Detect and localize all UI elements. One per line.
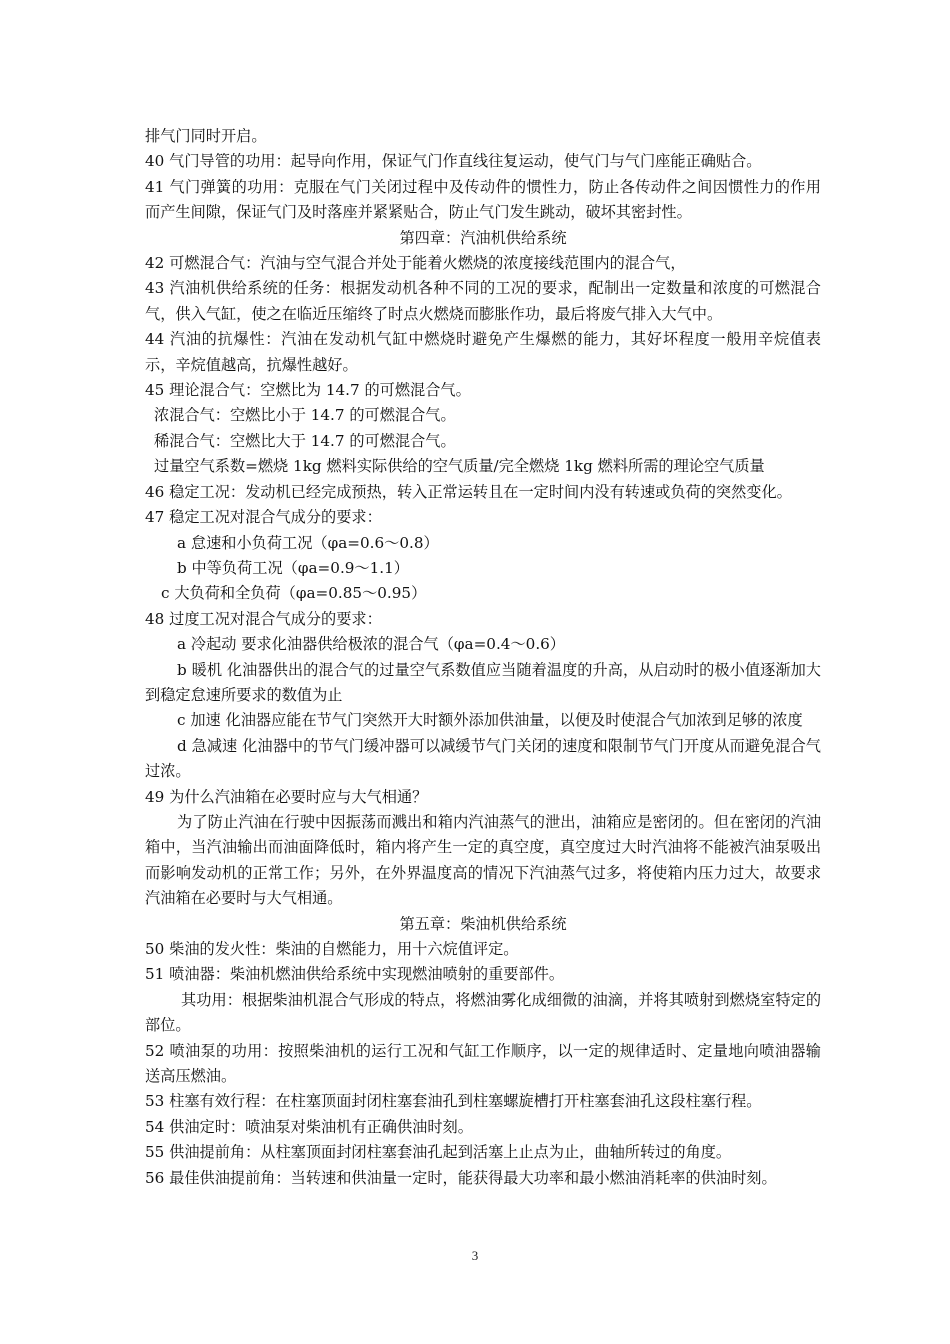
paragraph: d 急减速 化油器中的节气门缓冲器可以减缓节气门关闭的速度和限制节气门开度从而避免混合气过浓。 bbox=[145, 736, 821, 781]
paragraph: 42 可燃混合气：汽油与空气混合并处于能着火燃烧的浓度接线范围内的混合气， bbox=[145, 254, 686, 273]
paragraph: a 怠速和小负荷工况（φa=0.6～0.8） bbox=[177, 533, 439, 552]
paragraph: 40 气门导管的功用：起导向作用，保证气门作直线往复运动，使气门与气门座能正确贴合。 bbox=[145, 152, 762, 171]
paragraph: 46 稳定工况：发动机已经完成预热，转入正常运转且在一定时间内没有转速或负荷的突然变化。 bbox=[145, 482, 792, 501]
paragraph: 稀混合气：空燃比大于 14.7 的可燃混合气。 bbox=[154, 431, 456, 450]
paragraph: 41 气门弹簧的功用：克服在气门关闭过程中及传动件的惯性力，防止各传动件之间因惯性力的作用而产生间隙，保证气门及时落座并紧紧贴合，防止气门发生跳动，破坏其密封性。 bbox=[145, 177, 821, 222]
paragraph: c 大负荷和全负荷（φa=0.85～0.95） bbox=[161, 584, 427, 603]
paragraph: 其功用：根据柴油机混合气形成的特点，将燃油雾化成细微的油滴，并将其喷射到燃烧室特定的部位。 bbox=[145, 990, 821, 1035]
chapter-heading: 第五章：柴油机供给系统 bbox=[399, 914, 567, 933]
chapter-heading: 第四章：汽油机供给系统 bbox=[399, 228, 567, 247]
paragraph: 47 稳定工况对混合气成分的要求： bbox=[145, 508, 382, 527]
paragraph: 49 为什么汽油箱在必要时应与大气相通？ bbox=[145, 787, 428, 806]
paragraph: 浓混合气：空燃比小于 14.7 的可燃混合气。 bbox=[154, 406, 456, 425]
page-number: 3 bbox=[471, 1248, 479, 1263]
paragraph: a 冷起动 要求化油器供给极浓的混合气（φa=0.4～0.6） bbox=[177, 635, 565, 654]
paragraph: b 暖机 化油器供出的混合气的过量空气系数值应当随着温度的升高，从启动时的极小值逐渐加大到稳定怠速所要求的数值为止 bbox=[145, 660, 821, 704]
paragraph: 56 最佳供油提前角：当转速和供油量一定时，能获得最大功率和最小燃油消耗率的供油时刻。 bbox=[145, 1168, 777, 1187]
paragraph: 55 供油提前角：从柱塞顶面封闭柱塞套油孔起到活塞上止点为止，曲轴所转过的角度。 bbox=[145, 1143, 732, 1162]
paragraph: b 中等负荷工况（φa=0.9～1.1） bbox=[177, 558, 409, 577]
paragraph: 排气门同时开启。 bbox=[145, 127, 267, 145]
paragraph: 48 过度工况对混合气成分的要求： bbox=[145, 609, 382, 628]
paragraph: 45 理论混合气：空燃比为 14.7 的可燃混合气。 bbox=[145, 381, 471, 400]
paragraph: 53 柱塞有效行程：在柱塞顶面封闭柱塞套油孔到柱塞螺旋槽打开柱塞套油孔这段柱塞行程。 bbox=[145, 1092, 762, 1111]
paragraph: 43 汽油机供给系统的任务：根据发动机各种不同的工况的要求，配制出一定数量和浓度的可燃混合气，供入气缸，使之在临近压缩终了时点火燃烧而膨胀作功，最后将废气排入大气中。 bbox=[145, 279, 821, 323]
paragraph: 54 供油定时：喷油泵对柴油机有正确供油时刻。 bbox=[145, 1117, 473, 1136]
paragraph: 52 喷油泵的功用：按照柴油机的运行工况和气缸工作顺序，以一定的规律适时、定量地向喷油器输送高压燃油。 bbox=[145, 1041, 821, 1086]
paragraph: 44 汽油的抗爆性：汽油在发动机气缸中燃烧时避免产生爆燃的能力，其好坏程度一般用辛烷值表示，辛烷值越高，抗爆性越好。 bbox=[145, 330, 821, 374]
document-body bbox=[145, 124, 821, 1191]
paragraph: 50 柴油的发火性：柴油的自燃能力，用十六烷值评定。 bbox=[145, 940, 519, 958]
paragraph: 51 喷油器：柴油机燃油供给系统中实现燃油喷射的重要部件。 bbox=[145, 965, 565, 984]
paragraph: 过量空气系数=燃烧 1kg 燃料实际供给的空气质量/完全燃烧 1kg 燃料所需的理论空气质量 bbox=[154, 457, 765, 476]
paragraph: c 加速 化油器应能在节气门突然开大时额外添加供油量，以便及时使混合气加浓到足够的浓度 bbox=[177, 711, 803, 730]
paragraph: 为了防止汽油在行驶中因振荡而溅出和箱内汽油蒸气的泄出，油箱应是密闭的。但在密闭的汽油箱中，当汽油输出而油面降低时，箱内将产生一定的真空度，真空度过大时汽油将不能被汽油泵吸出而影响发动机的正常工作；另外，在外界温度高的情况下汽油蒸气过多，将使箱内压力过大，故要求汽油箱在必要时与大气相通。 bbox=[145, 812, 821, 908]
